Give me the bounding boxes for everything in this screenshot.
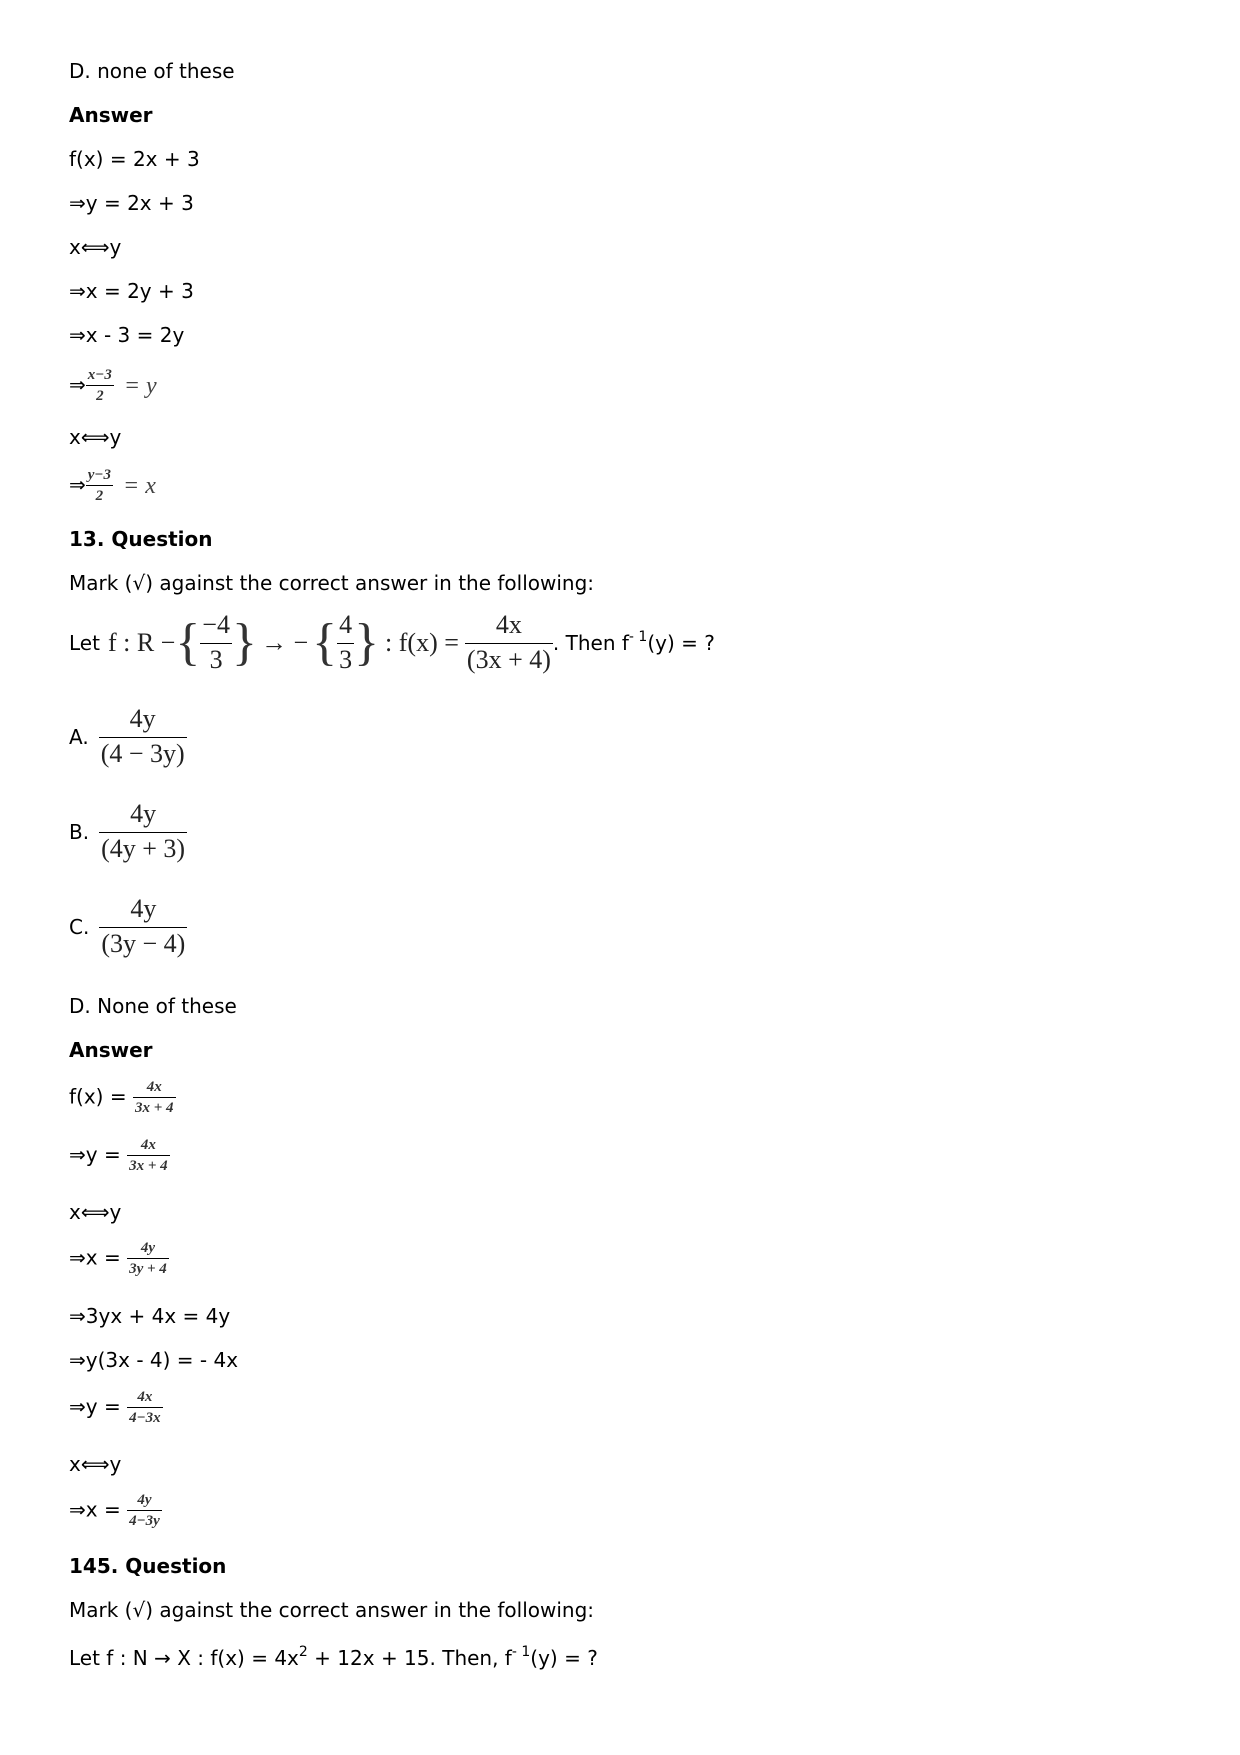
fraction bbox=[86, 468, 113, 504]
denominator: (4 − 3y) bbox=[100, 739, 185, 768]
q13-option-c bbox=[69, 896, 187, 957]
stem-arrow: → − bbox=[260, 627, 309, 657]
numerator: 4x bbox=[137, 1389, 153, 1405]
denominator: 3y + 4 bbox=[129, 1261, 167, 1277]
equals-result: = y bbox=[123, 372, 157, 399]
q13-sol-step-4 bbox=[69, 1241, 169, 1277]
q13-instruction: Mark (√) against the correct answer in the following: bbox=[69, 571, 595, 595]
denominator: (4y + 3) bbox=[101, 834, 186, 863]
numerator: 4x bbox=[495, 610, 522, 639]
option-label: A. bbox=[69, 724, 89, 749]
stem-lead: Let bbox=[69, 630, 100, 655]
q13-option-a bbox=[69, 706, 187, 767]
q13-sol-step-8: x⟺y bbox=[69, 1452, 122, 1476]
option-fraction bbox=[99, 801, 187, 862]
q13-sol-step-5: ⇒3yx + 4x = 4y bbox=[69, 1304, 231, 1328]
option-fraction bbox=[99, 706, 187, 767]
step-prefix: ⇒y = bbox=[69, 1142, 121, 1167]
right-brace: } bbox=[354, 613, 380, 671]
fraction bbox=[127, 1241, 169, 1277]
numerator: 4y bbox=[137, 1492, 152, 1508]
q13-sol-step-3: x⟺y bbox=[69, 1200, 122, 1224]
q145-instruction: Mark (√) against the correct answer in the following: bbox=[69, 1598, 595, 1622]
equals-result: = x bbox=[123, 472, 156, 499]
q12-answer-heading: Answer bbox=[69, 103, 153, 127]
denominator: 3x + 4 bbox=[134, 1100, 174, 1116]
denominator: 3x + 4 bbox=[129, 1158, 168, 1174]
q13-sol-step-1 bbox=[69, 1080, 176, 1116]
q13-option-d: D. None of these bbox=[69, 994, 237, 1018]
step-prefix: ⇒y = bbox=[69, 1394, 121, 1419]
q13-sol-step-6: ⇒y(3x - 4) = - 4x bbox=[69, 1348, 239, 1372]
numerator: 4y bbox=[130, 894, 157, 923]
fraction bbox=[127, 1390, 163, 1426]
denominator: 2 bbox=[95, 488, 104, 504]
q145-heading: 145. Question bbox=[69, 1554, 227, 1578]
fraction bbox=[133, 1080, 176, 1116]
q13-stem bbox=[69, 612, 715, 673]
left-brace: { bbox=[312, 613, 338, 671]
option-label: C. bbox=[69, 914, 90, 939]
q12-swap: x⟺y bbox=[69, 425, 122, 449]
implies-symbol: ⇒ bbox=[69, 472, 86, 497]
stem-function-def: : f(x) = bbox=[385, 627, 459, 657]
q12-step-2: ⇒y = 2x + 3 bbox=[69, 191, 194, 215]
stem-mapping: f : R − bbox=[107, 627, 176, 657]
q13-heading: 13. Question bbox=[69, 527, 213, 551]
q13-answer-heading: Answer bbox=[69, 1038, 153, 1062]
fraction bbox=[127, 1493, 162, 1529]
step-prefix: ⇒x = bbox=[69, 1245, 121, 1270]
step-prefix: ⇒x = bbox=[69, 1497, 121, 1522]
numerator: 4x bbox=[140, 1137, 156, 1153]
stem-excluded-value-2 bbox=[337, 612, 354, 673]
q12-option-d: D. none of these bbox=[69, 59, 235, 83]
stem-excluded-value bbox=[200, 612, 232, 673]
q12-step-4: ⇒x = 2y + 3 bbox=[69, 279, 194, 303]
q145-stem: Let f : N → X : $f(x) = 4x^2 + 12x + 15$. Then, $f^{- 1}(y)$ = ? bbox=[69, 1644, 598, 1670]
q13-sol-step-9 bbox=[69, 1493, 162, 1529]
numerator: 4y bbox=[129, 704, 156, 733]
numerator: 4 bbox=[339, 610, 353, 639]
q12-step-1: f(x) = 2x + 3 bbox=[69, 147, 200, 171]
q13-option-b bbox=[69, 801, 187, 862]
q12-step-6 bbox=[69, 368, 157, 404]
fraction bbox=[86, 368, 114, 404]
implies-symbol: ⇒ bbox=[69, 372, 86, 397]
numerator: x−3 bbox=[87, 367, 112, 383]
q12-step-3: x⟺y bbox=[69, 235, 122, 259]
numerator: y−3 bbox=[87, 467, 112, 483]
numerator: −4 bbox=[202, 610, 230, 639]
option-fraction bbox=[99, 896, 187, 957]
numerator: 4x bbox=[146, 1079, 162, 1095]
denominator: 4−3x bbox=[129, 1410, 161, 1426]
q12-step-5: ⇒x - 3 = 2y bbox=[69, 323, 185, 347]
q13-sol-step-7 bbox=[69, 1390, 163, 1426]
denominator: 3 bbox=[339, 645, 353, 674]
denominator: 2 bbox=[96, 388, 104, 404]
denominator: (3x + 4) bbox=[466, 645, 551, 674]
q13-sol-step-2 bbox=[69, 1138, 170, 1174]
numerator: 4y bbox=[140, 1240, 156, 1256]
stem-function-fraction bbox=[465, 612, 553, 673]
option-label: B. bbox=[69, 819, 90, 844]
fraction bbox=[127, 1138, 170, 1174]
denominator: 4−3y bbox=[129, 1513, 160, 1529]
right-brace: } bbox=[231, 613, 257, 671]
numerator: 4y bbox=[130, 799, 157, 828]
step-prefix: f(x) = bbox=[69, 1084, 127, 1109]
left-brace: { bbox=[175, 613, 201, 671]
q12-step-8 bbox=[69, 468, 156, 504]
denominator: (3y − 4) bbox=[101, 929, 186, 958]
denominator: 3 bbox=[209, 645, 223, 674]
stem-tail: . Then $f^{- 1}(y)$ = ? bbox=[552, 628, 715, 655]
